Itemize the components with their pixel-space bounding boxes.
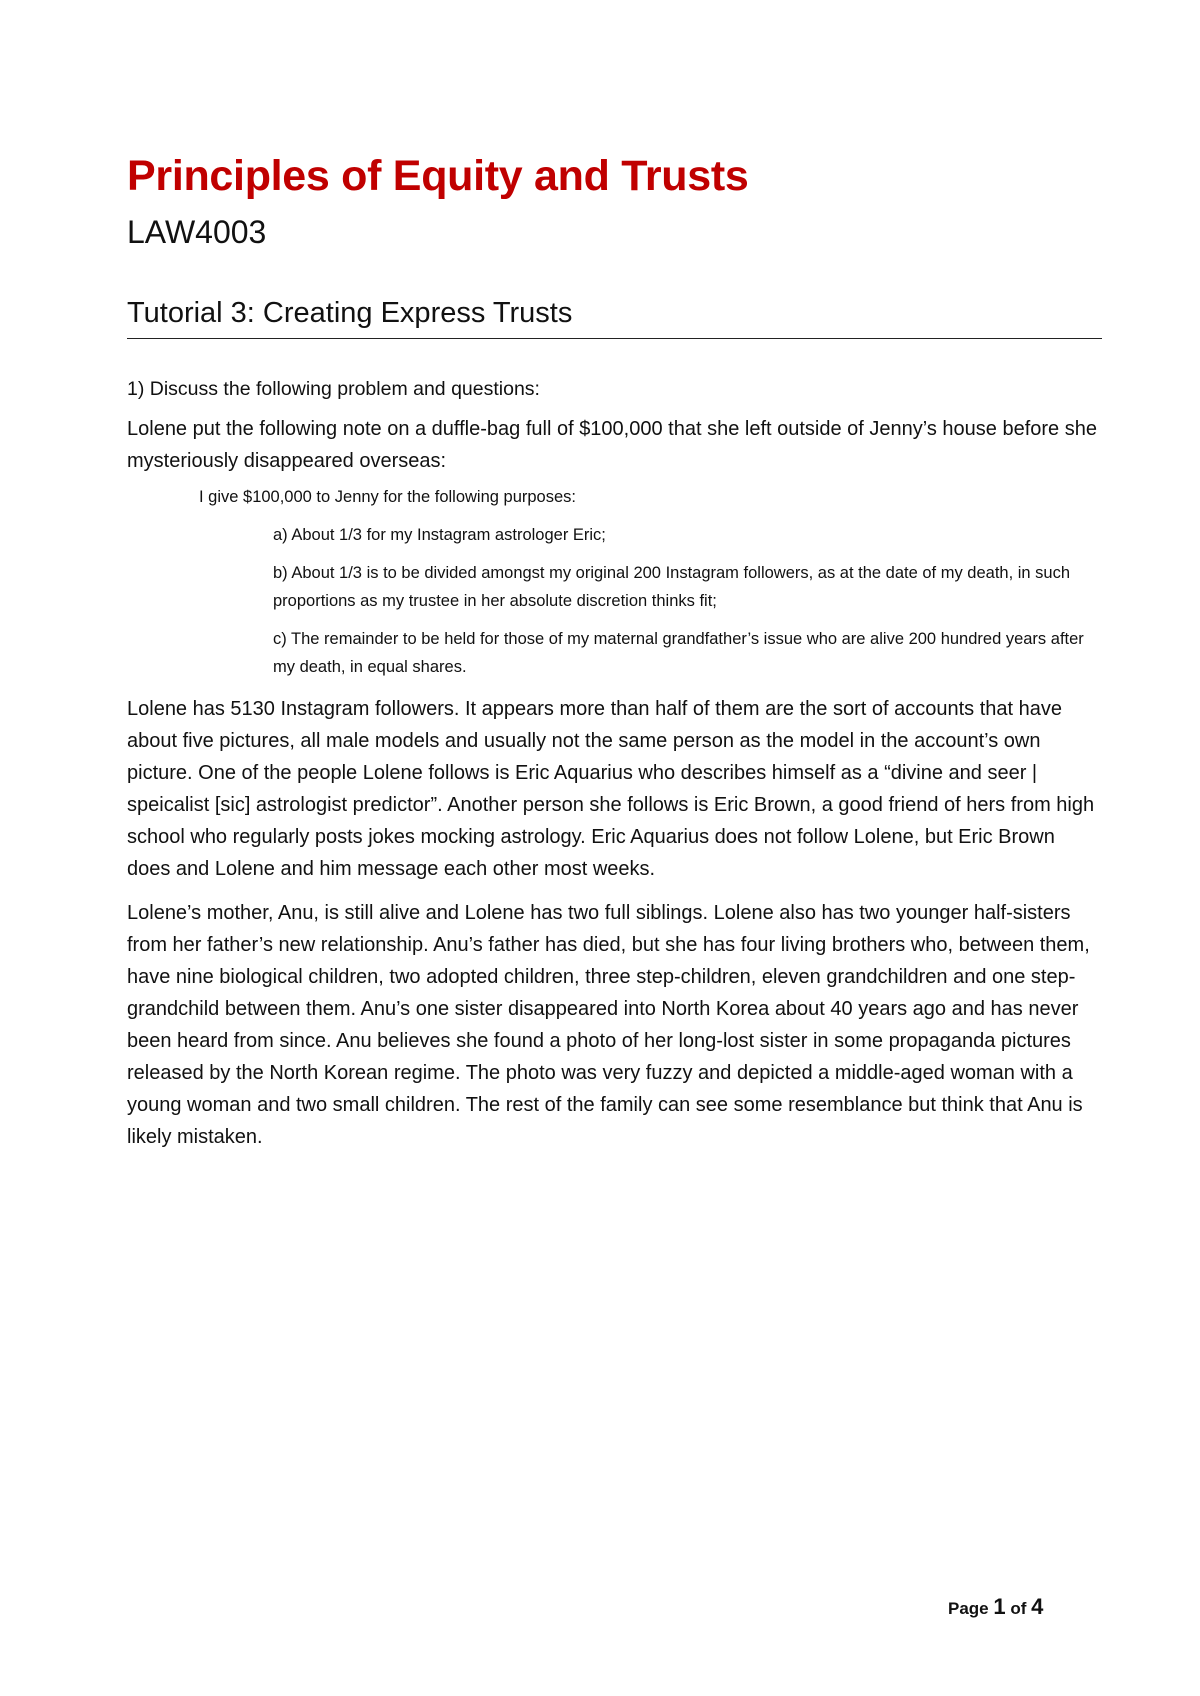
note-item-b: b) About 1/3 is to be divided amongst my original 200 Instagram followers, as at the date of my death, in such proportions as my trustee in her absolute discretion thinks fit;	[273, 564, 1071, 610]
note-item-c: c) The remainder to be held for those of my maternal grandfather’s issue who are alive 200 hundred years after my death, in equal shares.	[273, 630, 1084, 676]
note-item-a: a) About 1/3 for my Instagram astrologer Eric;	[273, 526, 606, 544]
tutorial-heading: Tutorial 3: Creating Express Trusts	[127, 294, 1102, 339]
page-footer	[948, 1595, 1043, 1621]
of-label: of	[1010, 1599, 1027, 1618]
course-code: LAW4003	[127, 214, 267, 250]
trust-note	[127, 483, 1102, 681]
question-prompt: 1) Discuss the following problem and questions:	[127, 378, 540, 400]
note-intro: I give $100,000 to Jenny for the following purposes:	[199, 488, 576, 506]
page-content	[127, 150, 1102, 1153]
page-label: Page	[948, 1599, 989, 1618]
paragraph-note-context: Lolene put the following note on a duffle-bag full of $100,000 that she left outside of Jenny’s house before she mysteriously disappeared overseas:	[127, 418, 1097, 472]
paragraph-family: Lolene’s mother, Anu, is still alive and Lolene has two full siblings. Lolene also has two younger half-sisters from her father’s new relationship. Anu’s father has died, but she has four living brothers who, between them, have nine biological children, two adopted children, three step-children, eleven grandchildren and one step-grandchild between them. Anu’s one sister disappeared into North Korea about 40 years ago and has never been heard from since. Anu believes she found a photo of her long-lost sister in some propaganda pictures released by the North Korean regime. The photo was very fuzzy and depicted a middle-aged woman with a young woman and two small children. The rest of the family can see some resemblance but think that Anu is likely mistaken.	[127, 902, 1090, 1148]
page-number: 1	[993, 1594, 1006, 1619]
page-total: 4	[1031, 1594, 1044, 1619]
paragraph-instagram-followers: Lolene has 5130 Instagram followers. It appears more than half of them are the sort of accounts that have about five pictures, all male models and usually not the same person as the model in the account’s own picture. One of the people Lolene follows is Eric Aquarius who describes himself as a “divine and seer | speicalist [sic] astrologist predictor”. Another person she follows is Eric Brown, a good friend of hers from high school who regularly posts jokes mocking astrology. Eric Aquarius does not follow Lolene, but Eric Brown does and Lolene and him message each other most weeks.	[127, 698, 1095, 880]
document-title: Principles of Equity and Trusts	[127, 152, 749, 200]
